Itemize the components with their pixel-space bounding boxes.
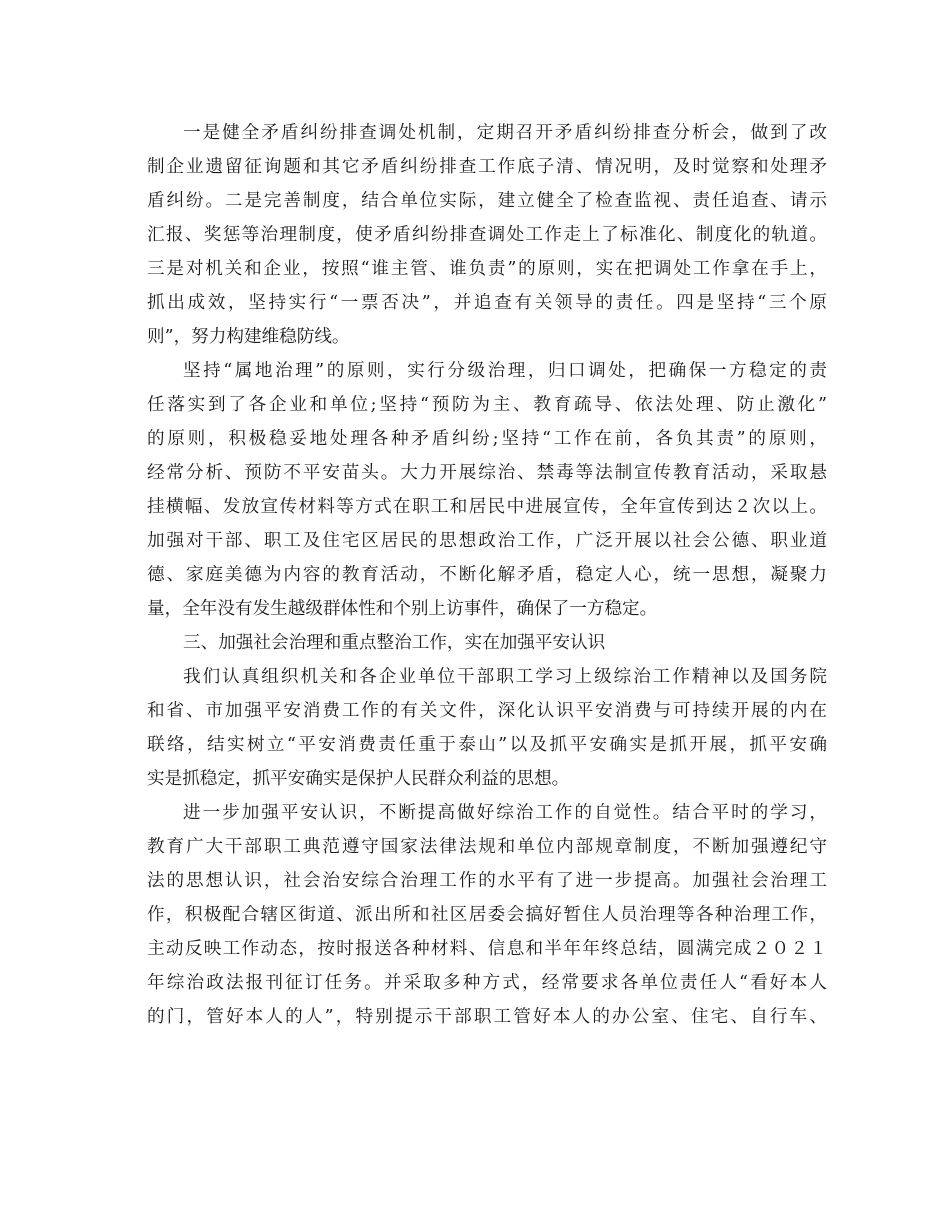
text-line: 盾纠纷。二是完善制度，结合单位实际，建立健全了检查监视、责任追查、请示 bbox=[147, 191, 827, 211]
text-line: 坚持“属地治理”的原则，实行分级治理，归口调处，把确保一方稳定的责 bbox=[183, 361, 827, 381]
section-heading bbox=[147, 626, 827, 660]
paragraph-1 bbox=[147, 116, 827, 354]
text-line: 三是对机关和企业，按照“谁主管、谁负责”的原则，实在把调处工作拿在手上， bbox=[147, 259, 827, 279]
text-line: 教育广大干部职工典范遵守国家法律法规和单位内部规章制度，不断加强遵纪守 bbox=[147, 837, 827, 857]
text-line: 量，全年没有发生越级群体性和个别上访事件，确保了一方稳定。 bbox=[147, 599, 658, 619]
text-line: 挂横幅、发放宣传材料等方式在职工和居民中进展宣传，全年宣传到达２次以上。 bbox=[147, 497, 827, 517]
text-line: 任落实到了各企业和单位;坚持“预防为主、教育疏导、依法处理、防止激化” bbox=[147, 395, 827, 415]
text-line: 的原则，积极稳妥地处理各种矛盾纠纷;坚持“工作在前，各负其责”的原则， bbox=[147, 429, 827, 449]
paragraph-4 bbox=[147, 796, 827, 1034]
paragraph-2 bbox=[147, 354, 827, 626]
text-line: 法的思想认识，社会治安综合治理工作的水平有了进一步提高。加强社会治理工 bbox=[147, 871, 827, 891]
paragraph-3 bbox=[147, 660, 827, 796]
text-line: 的门，管好本人的人”，特别提示干部职工管好本人的办公室、住宅、自行车、 bbox=[147, 1007, 827, 1027]
text-line: 主动反映工作动态，按时报送各种材料、信息和半年年终总结，圆满完成２０２１ bbox=[147, 939, 827, 959]
text-line: 一是健全矛盾纠纷排查调处机制，定期召开矛盾纠纷排查分析会，做到了改 bbox=[183, 123, 827, 143]
text-line: 年综治政法报刊征订任务。并采取多种方式，经常要求各单位责任人“看好本人 bbox=[147, 973, 827, 993]
text-line: 汇报、奖惩等治理制度，使矛盾纠纷排查调处工作走上了标准化、制度化的轨道。 bbox=[147, 225, 827, 245]
text-line: 则”，努力构建维稳防线。 bbox=[147, 327, 350, 347]
text-line: 抓出成效，坚持实行“一票否决”，并追查有关领导的责任。四是坚持“三个原 bbox=[147, 293, 827, 313]
document-body bbox=[147, 116, 827, 1034]
text-line: 和省、市加强平安消费工作的有关文件，深化认识平安消费与可持续开展的内在 bbox=[147, 701, 827, 721]
text-line: 作，积极配合辖区街道、派出所和社区居委会搞好暂住人员治理等各种治理工作， bbox=[147, 905, 827, 925]
text-line: 实是抓稳定，抓平安确实是保护人民群众利益的思想。 bbox=[147, 769, 570, 789]
text-line: 德、家庭美德为内容的教育活动，不断化解矛盾，稳定人心，统一思想，凝聚力 bbox=[147, 565, 827, 585]
text-line: 进一步加强平安认识，不断提高做好综治工作的自觉性。结合平时的学习， bbox=[183, 803, 827, 823]
text-line: 制企业遗留征询题和其它矛盾纠纷排查工作底子清、情况明，及时觉察和处理矛 bbox=[147, 157, 827, 177]
text-line: 经常分析、预防不平安苗头。大力开展综治、禁毒等法制宣传教育活动，采取悬 bbox=[147, 463, 827, 483]
text-line: 联络，结实树立“平安消费责任重于泰山”以及抓平安确实是抓开展，抓平安确 bbox=[147, 735, 827, 755]
text-line: 加强对干部、职工及住宅区居民的思想政治工作，广泛开展以社会公德、职业道 bbox=[147, 531, 827, 551]
text-line: 我们认真组织机关和各企业单位干部职工学习上级综治工作精神以及国务院 bbox=[183, 667, 827, 687]
section-heading-text: 三、加强社会治理和重点整治工作，实在加强平安认识 bbox=[183, 633, 606, 653]
